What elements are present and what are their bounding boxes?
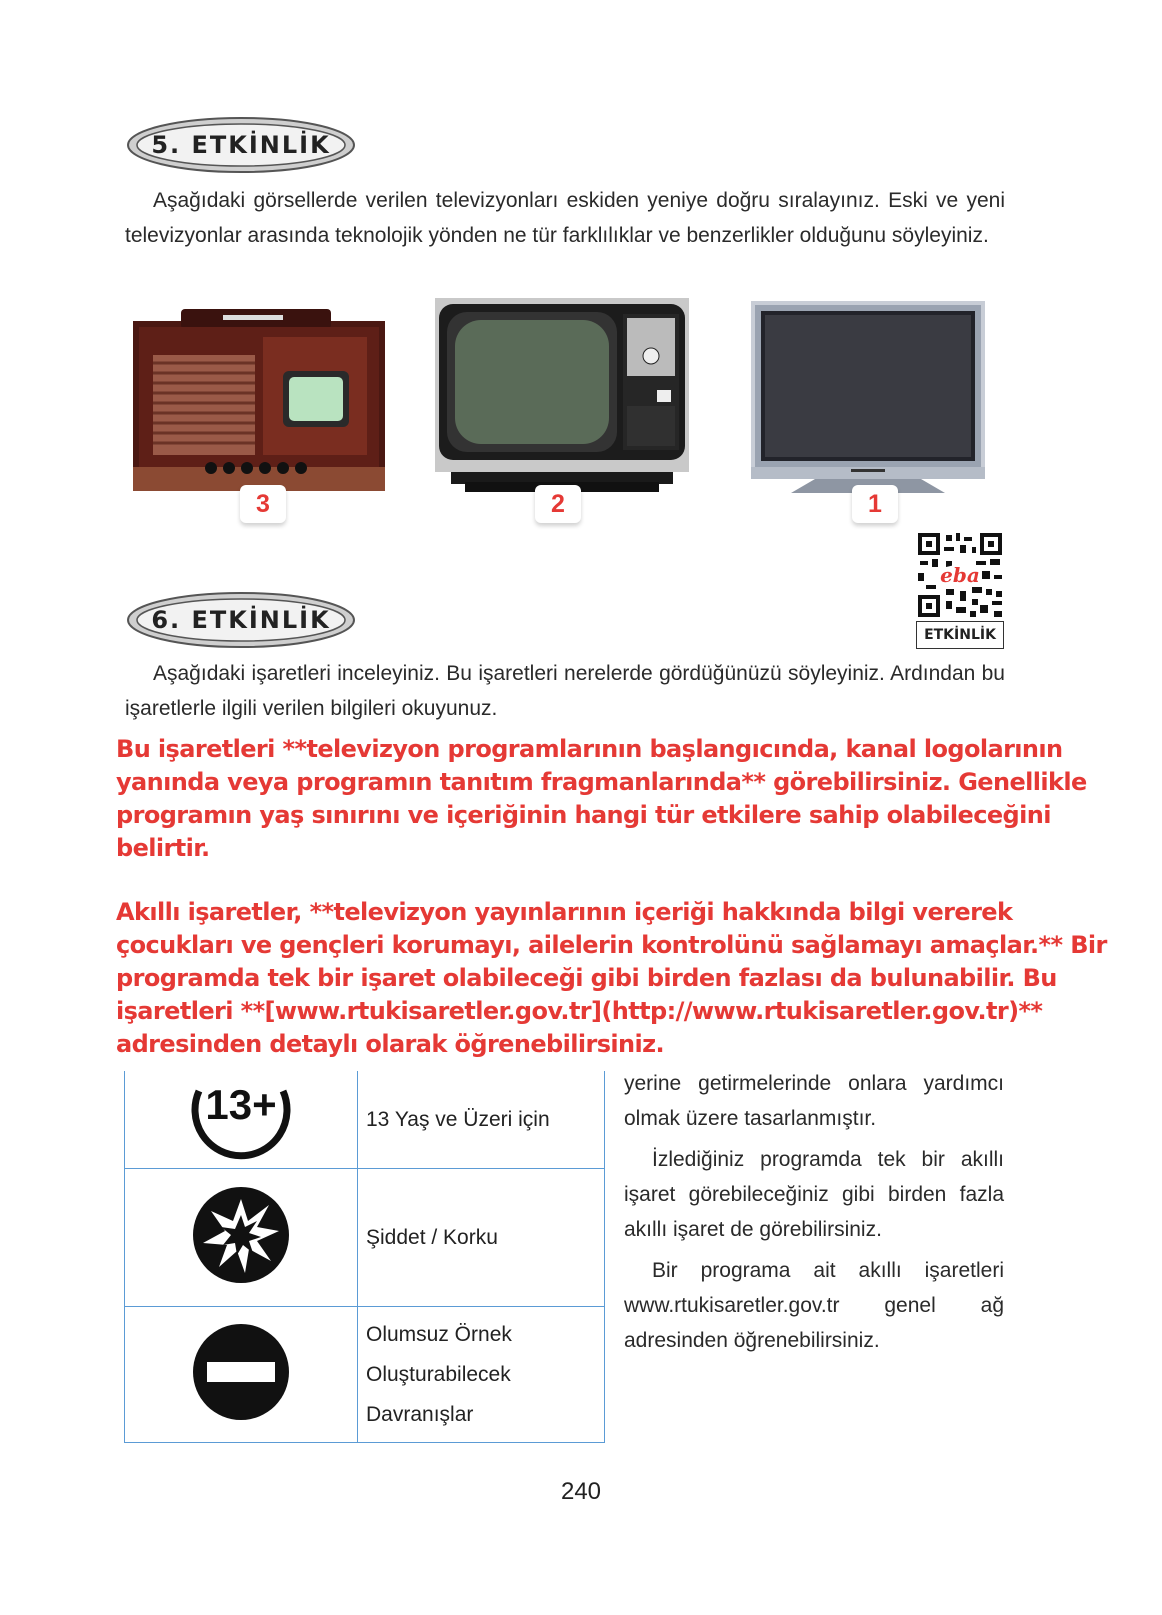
table-row bbox=[125, 1169, 605, 1307]
activity-6-instructions bbox=[125, 656, 1005, 726]
activity-5-badge bbox=[125, 115, 357, 175]
crt-tv-image bbox=[435, 298, 689, 494]
tv-label-3: 3 bbox=[240, 485, 286, 523]
sign-label bbox=[358, 1071, 605, 1169]
eba-logo: eba bbox=[940, 563, 980, 587]
answer-paragraph-2: Akıllı işaretler, **televizyon yayınlarının içeriği hakkında bilgi vererek çocukları ve gençleri korumayı, ailelerin kontrolünü sağlamayı amaçlar.** Bir programda tek bir işaret olabileceği gibi birden fazlası da bulunabilir. Bu işaretleri **[www.rtukisaretler.gov.tr](http://www.rtukisaretler.gov.tr)** adresinden detaylı olarak öğrenebilirsiniz. bbox=[116, 898, 1107, 1058]
sign-icon-cell bbox=[125, 1071, 358, 1169]
activity-5-title: 5. ETKİNLİK bbox=[151, 131, 331, 159]
sign-icon-cell bbox=[125, 1307, 358, 1443]
activity-5-text: Aşağıdaki görsellerde verilen televizyonları eskiden yeniye doğru sıralayınız. Eski ve yeni televizyonlar arasında teknolojik yönden ne tür farklılıklar ve benzerlikler olduğunu söyleyiniz. bbox=[125, 189, 1005, 247]
sign-label bbox=[358, 1169, 605, 1307]
table-row bbox=[125, 1307, 605, 1443]
right-text-p2: İzlediğiniz programda tek bir akıllı işaret görebileceğiniz gibi birden fazla akıllı işaret de görebilirsiniz. bbox=[624, 1148, 1004, 1241]
activity-5-instructions bbox=[125, 183, 1005, 253]
right-text-p1: yerine getirmelerinde onlara yardımcı olmak üzere tasarlanmıştır. bbox=[624, 1072, 1004, 1130]
sign-label bbox=[358, 1307, 605, 1443]
right-column-text bbox=[624, 1066, 1004, 1364]
old-radio-tv-image bbox=[133, 307, 385, 491]
tv-label-2: 2 bbox=[535, 485, 581, 523]
tv-label-1: 1 bbox=[852, 485, 898, 523]
table-row bbox=[125, 1071, 605, 1169]
age-13-plus-icon bbox=[191, 1071, 291, 1163]
answer-paragraph-1: Bu işaretleri **televizyon programlarının başlangıcında, kanal logolarının yanında veya programın tanıtım fragmanlarında** görebilirsiniz. Genellikle programın yaş sınırını ve içeriğinin hangi tür etkilere sahip olabileceğini belirtir. bbox=[116, 735, 1087, 862]
sign-label-violence: Şiddet / Korku bbox=[366, 1225, 498, 1249]
qr-etkinlik-label: ETKİNLİK bbox=[916, 621, 1004, 649]
activity-6-title: 6. ETKİNLİK bbox=[151, 606, 331, 634]
age-13-text: 13+ bbox=[205, 1081, 277, 1128]
flat-tv-image bbox=[751, 301, 985, 493]
signs-table bbox=[124, 1071, 605, 1443]
activity-6-text: Aşağıdaki işaretleri inceleyiniz. Bu işaretleri nerelerde gördüğünüzü söyleyiniz. Ardından bu işaretlerle ilgili verilen bilgileri okuyunuz. bbox=[125, 662, 1005, 720]
sign-label-13-plus: 13 Yaş ve Üzeri için bbox=[366, 1107, 550, 1131]
negative-example-icon bbox=[191, 1322, 291, 1422]
activity-6-badge bbox=[125, 590, 357, 650]
violence-fear-icon bbox=[191, 1185, 291, 1285]
qr-code-icon[interactable] bbox=[916, 531, 1004, 619]
right-text-p3: Bir programa ait akıllı işaretleri www.rtukisaretler.gov.tr genel ağ adresinden öğrenebilirsiniz. bbox=[624, 1259, 1004, 1352]
page-number: 240 bbox=[560, 1478, 602, 1505]
sign-label-negative: Olumsuz Örnek Oluşturabilecek Davranışlar bbox=[366, 1322, 512, 1426]
sign-icon-cell bbox=[125, 1169, 358, 1307]
